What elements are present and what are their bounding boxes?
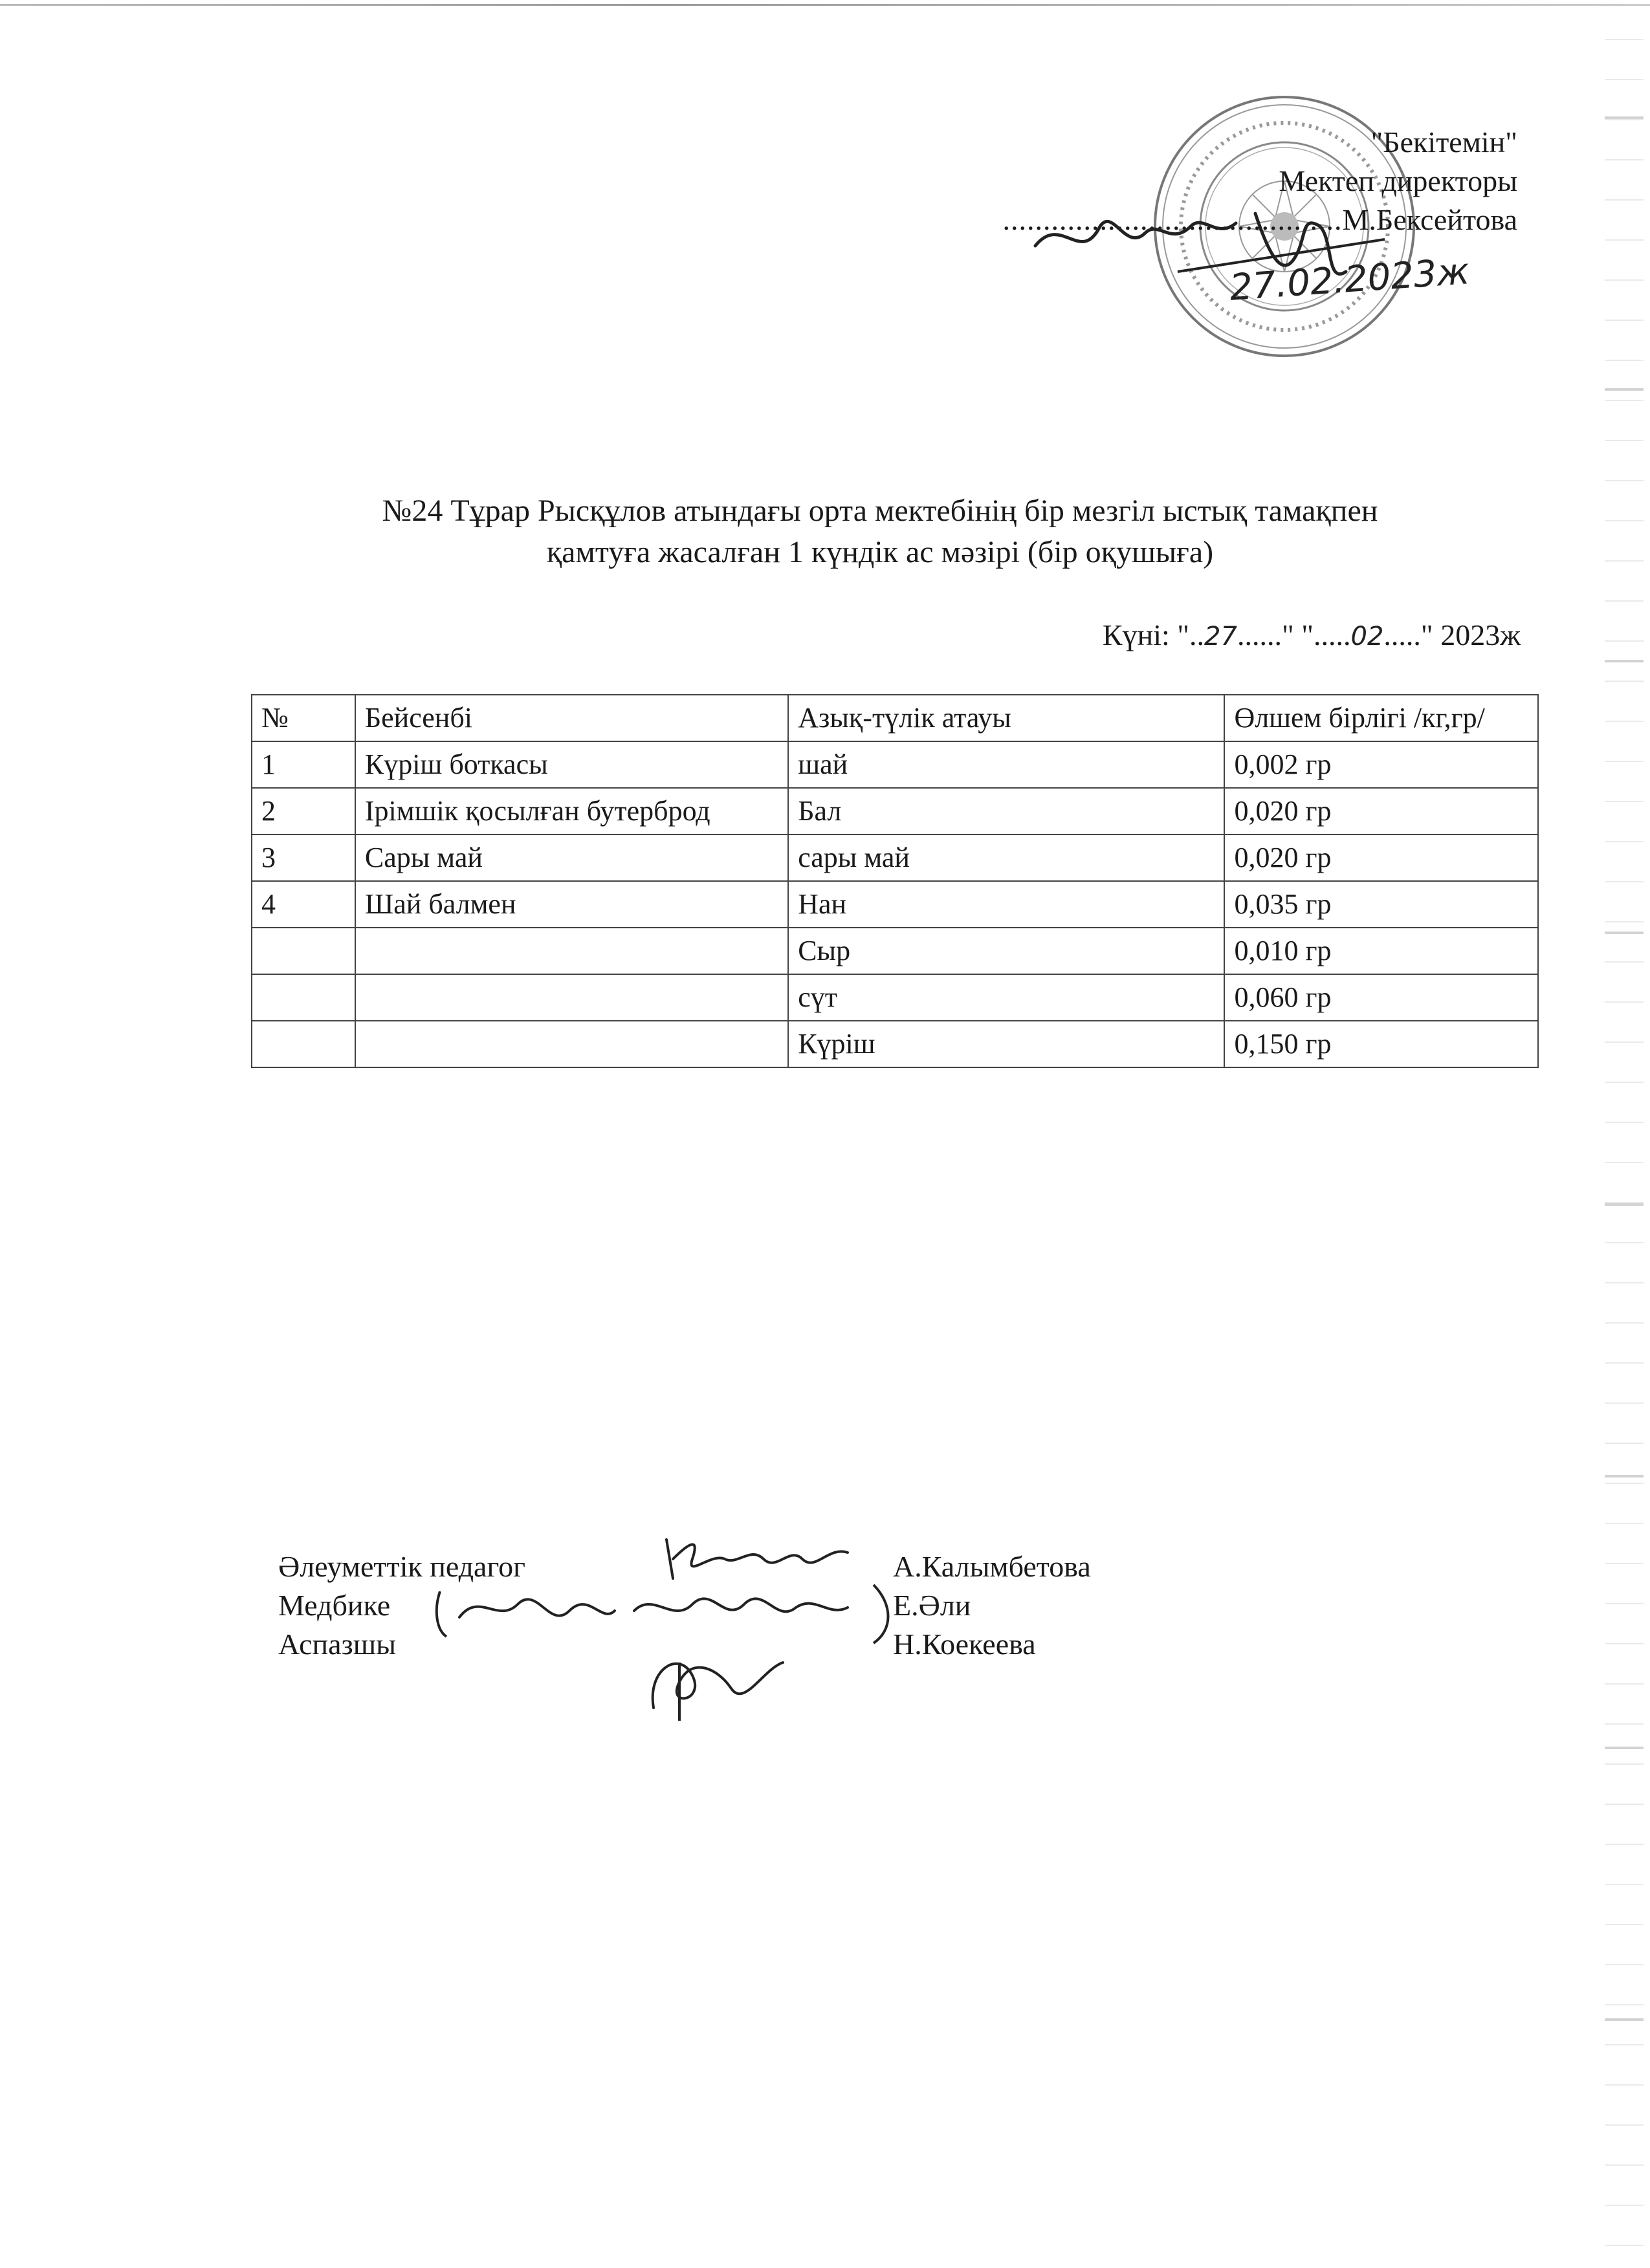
- row-number: 4: [252, 881, 355, 928]
- row-product: Сыр: [788, 928, 1224, 974]
- header-measure: Өлшем бірлігі /кг,гр/: [1224, 695, 1538, 741]
- row-product: сүт: [788, 974, 1224, 1021]
- approval-heading: "Бекітемін": [1370, 125, 1517, 158]
- table-row: [252, 881, 1538, 928]
- row-product: Нан: [788, 881, 1224, 928]
- table-header-row: [252, 695, 1538, 741]
- title-line-2: қамтуға жасалған 1 күндік ас мәзірі (бір оқушыға): [546, 535, 1214, 569]
- cook-role: Аспазшы: [278, 1628, 397, 1661]
- date-label: Күні:: [1102, 618, 1170, 651]
- date-month-open: ".....: [1293, 618, 1351, 651]
- row-number: 3: [252, 834, 355, 881]
- row-dish: [355, 1021, 788, 1067]
- date-month-handwritten: 02: [1350, 622, 1384, 651]
- scan-edge: [0, 4, 1650, 6]
- row-number: 1: [252, 741, 355, 788]
- signature-dots: ..........................................: [1002, 203, 1343, 236]
- date-line: [1103, 618, 1521, 652]
- row-product: шай: [788, 741, 1224, 788]
- row-number: 2: [252, 788, 355, 834]
- social-pedagogue-name: А.Калымбетова: [893, 1550, 1091, 1583]
- row-measure: 0,010 гр: [1224, 928, 1538, 974]
- approval-position: Мектеп директоры: [1279, 164, 1517, 197]
- row-product: Күріш: [788, 1021, 1224, 1067]
- header-day: Бейсенбі: [355, 695, 788, 741]
- date-month-close: .....": [1383, 618, 1433, 651]
- row-dish: Сары май: [355, 834, 788, 881]
- cook-signature: [641, 1643, 796, 1727]
- table-row: [252, 741, 1538, 788]
- header-number: №: [252, 695, 355, 741]
- row-number: [252, 1021, 355, 1067]
- director-name: М.Бексейтова: [1342, 203, 1517, 236]
- nurse-signature: [434, 1572, 899, 1650]
- row-product: Бал: [788, 788, 1224, 834]
- table-row: [252, 1021, 1538, 1067]
- date-day-open: "..: [1177, 618, 1205, 651]
- table-row: [252, 974, 1538, 1021]
- approval-handwritten-date: 27.02.2023ж: [1228, 250, 1471, 309]
- row-dish: Шай балмен: [355, 881, 788, 928]
- social-pedagogue-role: Әлеуметтік педагог: [278, 1550, 526, 1583]
- row-measure: 0,035 гр: [1224, 881, 1538, 928]
- row-dish: Ірімшік қосылған бутерброд: [355, 788, 788, 834]
- date-year: 2023ж: [1433, 618, 1521, 651]
- row-measure: 0,020 гр: [1224, 834, 1538, 881]
- scan-noise: [1605, 0, 1644, 2268]
- row-measure: 0,150 гр: [1224, 1021, 1538, 1067]
- table-row: [252, 788, 1538, 834]
- menu-table: [251, 694, 1539, 1068]
- table-row: [252, 928, 1538, 974]
- title-line-1: №24 Тұрар Рысқұлов атындағы орта мектебінің бір мезгіл ыстық тамақпен: [382, 494, 1378, 528]
- row-dish: Күріш боткасы: [355, 741, 788, 788]
- document-title: [246, 490, 1514, 573]
- date-day-close: ......": [1237, 618, 1294, 651]
- row-measure: 0,060 гр: [1224, 974, 1538, 1021]
- row-dish: [355, 974, 788, 1021]
- table-row: [252, 834, 1538, 881]
- nurse-role: Медбике: [278, 1589, 391, 1622]
- nurse-name: Е.Әли: [893, 1589, 971, 1622]
- row-product: сары май: [788, 834, 1224, 881]
- row-dish: [355, 928, 788, 974]
- row-measure: 0,020 гр: [1224, 788, 1538, 834]
- row-number: [252, 974, 355, 1021]
- header-product: Азық-түлік атауы: [788, 695, 1224, 741]
- cook-name: Н.Коекеева: [893, 1628, 1036, 1661]
- row-number: [252, 928, 355, 974]
- row-measure: 0,002 гр: [1224, 741, 1538, 788]
- date-day-handwritten: 27: [1204, 622, 1237, 651]
